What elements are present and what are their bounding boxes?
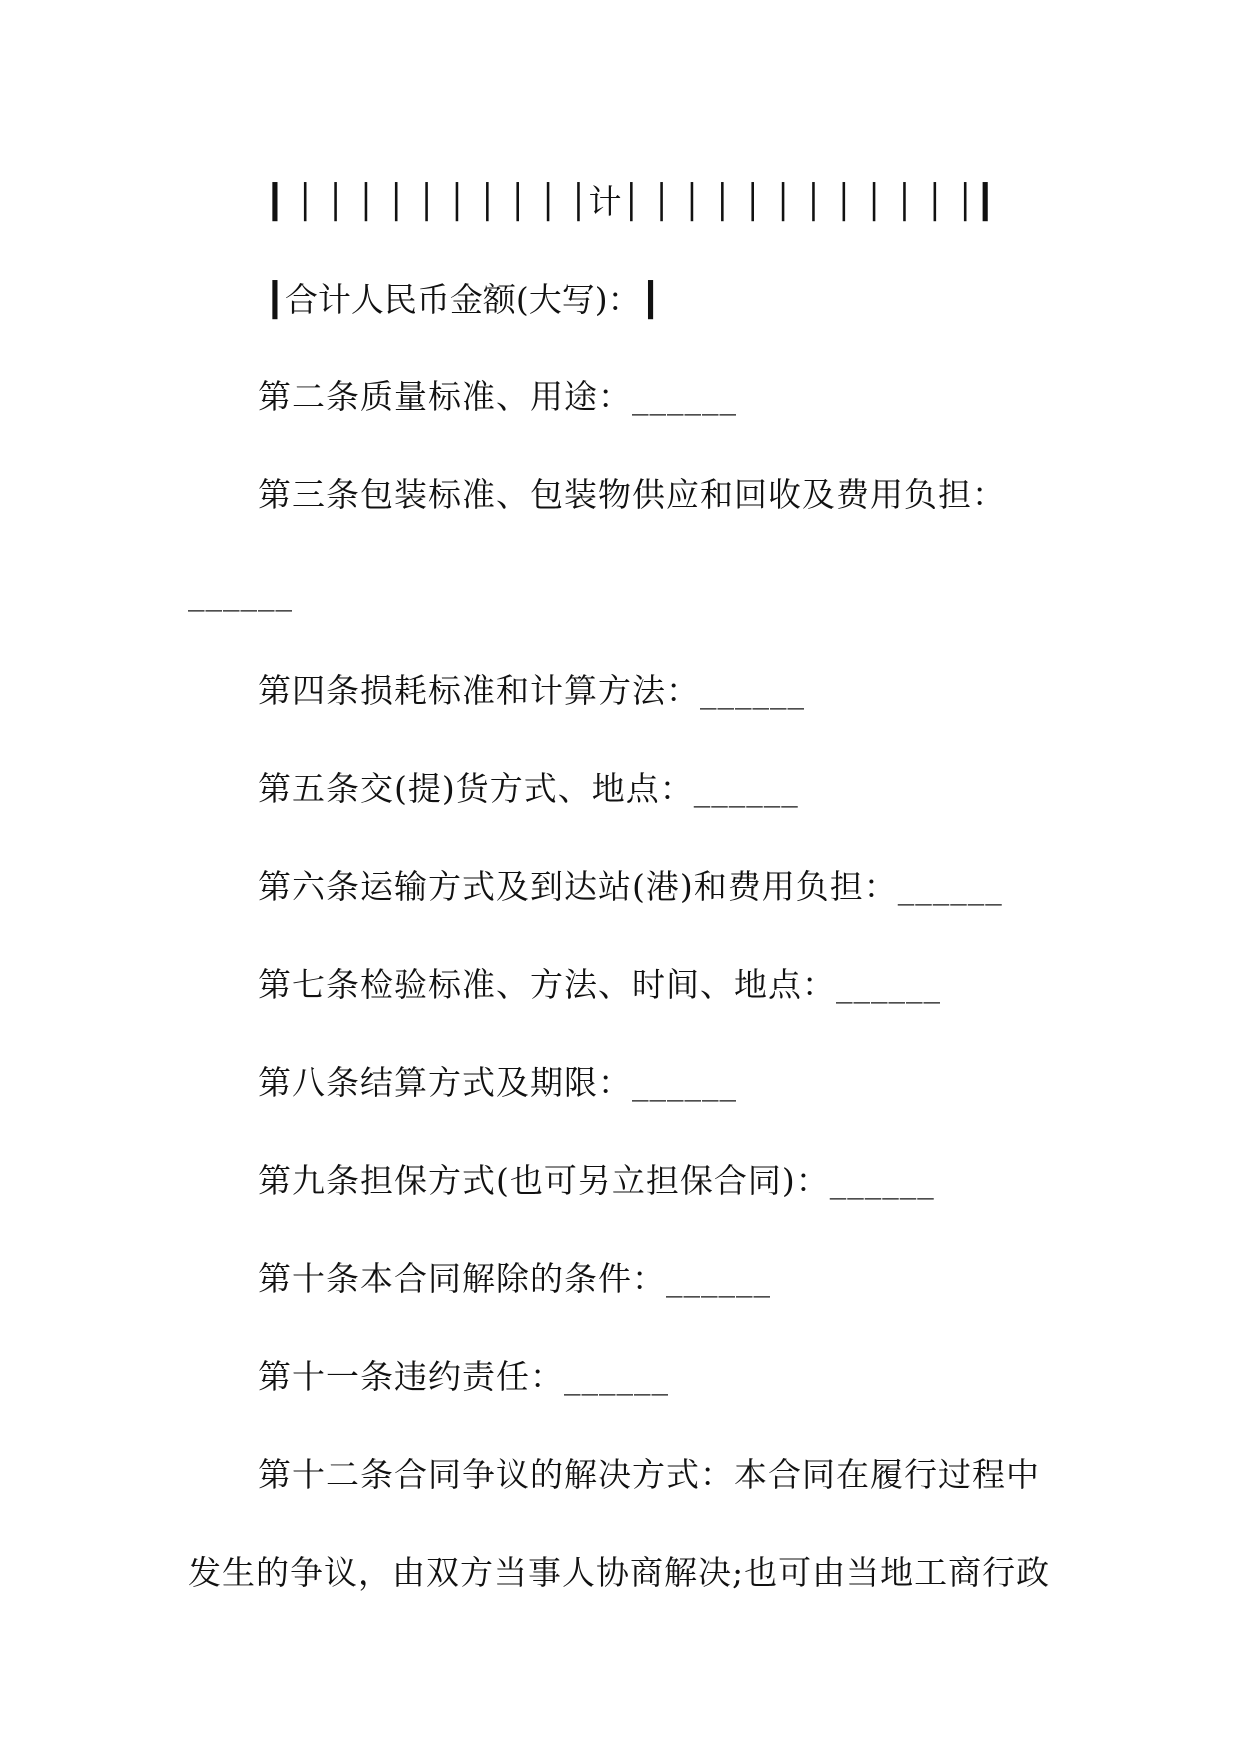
clause-12-line-1: 第十二条合同争议的解决方式：本合同在履行过程中 (258, 1455, 1040, 1494)
clause-3: 第三条包装标准、包装物供应和回收及费用负担： (258, 475, 1006, 514)
clause-9: 第九条担保方式(也可另立担保合同)：______ (258, 1161, 935, 1200)
clause-8: 第八条结算方式及期限：______ (258, 1063, 737, 1102)
clause-10: 第十条本合同解除的条件：______ (258, 1259, 771, 1298)
clause-7: 第七条检验标准、方法、时间、地点：______ (258, 965, 941, 1004)
table-amount-row: ┃合计人民币金额(大写)：┃ (265, 280, 661, 319)
clause-11: 第十一条违约责任：______ (258, 1357, 669, 1396)
clause-6: 第六条运输方式及到达站(港)和费用负担：______ (258, 867, 1003, 906)
clause-2: 第二条质量标准、用途：______ (258, 377, 737, 416)
clause-4: 第四条损耗标准和计算方法：______ (258, 671, 805, 710)
table-total-row: ┃ │ │ │ │ │ │ │ │ │ │计│ │ │ │ │ │ │ │ │ │ │ │┃ (265, 182, 996, 221)
clause-5: 第五条交(提)货方式、地点：______ (258, 769, 799, 808)
clause-12-line-2: 发生的争议，由双方当事人协商解决;也可由当地工商行政 (188, 1553, 1051, 1592)
clause-3-blank: ______ (188, 573, 293, 612)
